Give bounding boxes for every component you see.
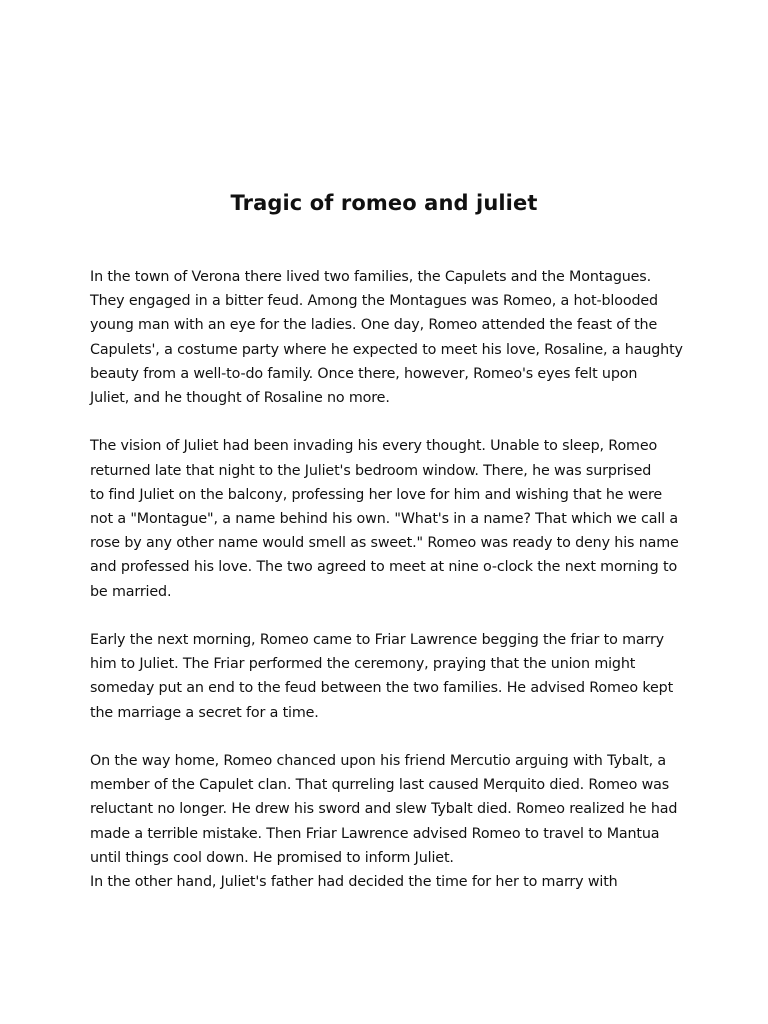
paragraph-3: [90, 628, 700, 725]
text-line: Capulets', a costume party where he expected to meet his love, Rosaline, a haughty: [90, 341, 683, 358]
paragraph-2: [90, 434, 700, 603]
paragraph-4: [90, 749, 700, 870]
text-line: him to Juliet. The Friar performed the ceremony, praying that the union might: [90, 656, 636, 673]
text-line: not a "Montague", a name behind his own. "What's in a name? That which we call a: [90, 511, 678, 528]
text-line: the marriage a secret for a time.: [90, 704, 319, 721]
text-line: returned late that night to the Juliet's bedroom window. There, he was surprised: [90, 462, 652, 479]
text-line: someday put an end to the feud between the two families. He advised Romeo kept: [90, 680, 674, 697]
text-line: member of the Capulet clan. That qurreling last caused Merquito died. Romeo was: [90, 777, 670, 794]
document-body: [90, 265, 700, 894]
page-title: Tragic of romeo and juliet: [230, 191, 538, 215]
text-line: made a terrible mistake. Then Friar Lawrence advised Romeo to travel to Mantua: [90, 825, 660, 842]
paragraph-5: [90, 870, 700, 894]
paragraph-1: [90, 265, 700, 410]
text-line: be married.: [90, 583, 172, 600]
text-line: The vision of Juliet had been invading his every thought. Unable to sleep, Romeo: [90, 438, 658, 455]
text-line: On the way home, Romeo chanced upon his friend Mercutio arguing with Tybalt, a: [90, 753, 666, 770]
text-line: and professed his love. The two agreed to meet at nine o-clock the next morning to: [90, 559, 678, 576]
text-line: reluctant no longer. He drew his sword and slew Tybalt died. Romeo realized he had: [90, 801, 678, 818]
text-line: to find Juliet on the balcony, professing her love for him and wishing that he were: [90, 486, 663, 503]
text-line: rose by any other name would smell as sweet." Romeo was ready to deny his name: [90, 535, 679, 552]
text-line: They engaged in a bitter feud. Among the Montagues was Romeo, a hot-blooded: [90, 293, 658, 310]
text-line: In the town of Verona there lived two families, the Capulets and the Montagues.: [90, 269, 651, 285]
text-line: Juliet, and he thought of Rosaline no more.: [90, 390, 390, 407]
text-line: beauty from a well-to-do family. Once there, however, Romeo's eyes felt upon: [90, 365, 638, 382]
text-line: young man with an eye for the ladies. One day, Romeo attended the feast of the: [90, 317, 658, 334]
text-line: In the other hand, Juliet's father had decided the time for her to marry with: [90, 874, 618, 891]
text-line: Early the next morning, Romeo came to Friar Lawrence begging the friar to marry: [90, 632, 664, 649]
text-line: until things cool down. He promised to inform Juliet.: [90, 849, 454, 866]
